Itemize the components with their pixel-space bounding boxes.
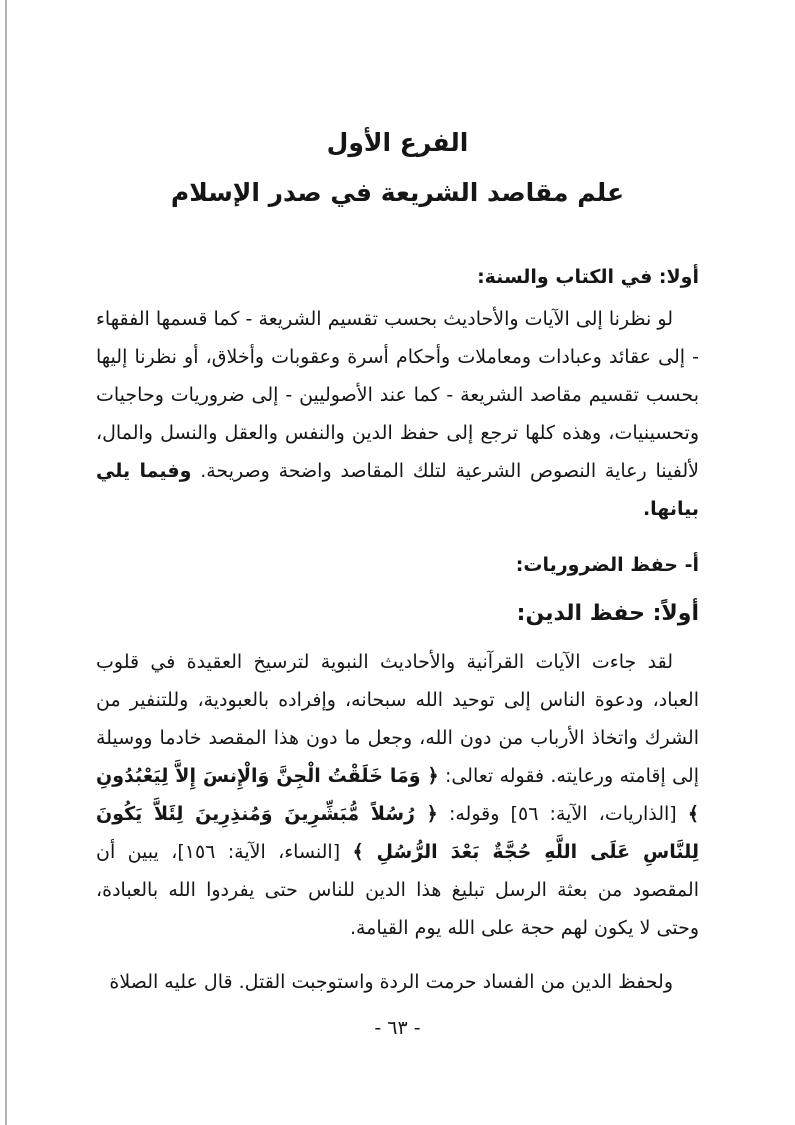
section-heading-kitab-sunnah: أولا: في الكتاب والسنة: (477, 265, 699, 288)
hifz-din-outro: يبين أن المقصود من بعثة الرسل تبليغ هذا الدين للناس حتى يفردوا الله بالعبادة، وحتى لا يكون لهم حجة على الله يوم القيامة. (96, 841, 699, 940)
paragraph-riddah: ولحفظ الدين من الفساد حرمت الردة واستوجبت القتل. قال عليه الصلاة (109, 971, 673, 994)
chapter-title: الفرع الأول (326, 128, 469, 157)
page-number: - ٦٣ - (374, 1017, 421, 1040)
section-heading-hifz-din: أولاً: حفظ الدين: (516, 600, 699, 626)
scan-edge-artifact (5, 0, 7, 1125)
chapter-subtitle: علم مقاصد الشريعة في صدر الإسلام (170, 177, 625, 207)
section-heading-daruriyat: أ- حفظ الضروريات: (515, 554, 699, 577)
quran-verse-nisa: ﴿ رُسُلاً مُّبَشِّرِينَ وَمُنذِرِينَ لِئَلاَّ يَكُونَ لِلنَّاسِ عَلَى اللَّهِ حُجَّةٌ بَعْدَ الرُّسُلِ ﴾ (96, 803, 699, 864)
quran-verse-dhariyat: ﴿ وَمَا خَلَقْتُ الْجِنَّ وَالْإِنسَ إِلاَّ لِيَعْبُدُونِ ﴾ (96, 765, 699, 826)
verse-ref-nisa: [النساء، الآية: ١٥٦]، (158, 841, 353, 864)
paragraph-intro-tail: وفيما يلي بيانها. (96, 460, 699, 521)
verse-ref-dhariyat: [الذاريات، الآية: ٥٦] وقوله: (437, 803, 688, 826)
paragraph-intro (96, 300, 699, 528)
paragraph-intro-text: لو نظرنا إلى الآيات والأحاديث بحسب تقسيم الشريعة - كما قسمها الفقهاء - إلى عقائد وعبادات ومعاملات وأحكام أسرة وعقوبات وأخلاق، أو نظرنا إليها بحسب تقسيم مقاصد الشريعة - كما عند الأصوليين - إلى ضروريات وحاجيات وتحسينيات، وهذه كلها ترجع إلى حفظ الدين والنفس والعقل والنسل والمال، لألفينا رعاية النصوص الشرعية لتلك المقاصد واضحة وصريحة. (96, 308, 699, 483)
paragraph-hifz-din (96, 643, 699, 947)
hifz-din-intro: لقد جاءت الآيات القرآنية والأحاديث النبوية لترسيخ العقيدة في قلوب العباد، ودعوة الناس إلى توحيد الله سبحانه، وإفراده بالعبودية، وللتنفير من الشرك واتخاذ الأرباب من دون الله، وجعل ما دون هذا المقصد خادما ووسيلة إلى إقامته ورعايته. فقوله تعالى: (96, 651, 699, 788)
